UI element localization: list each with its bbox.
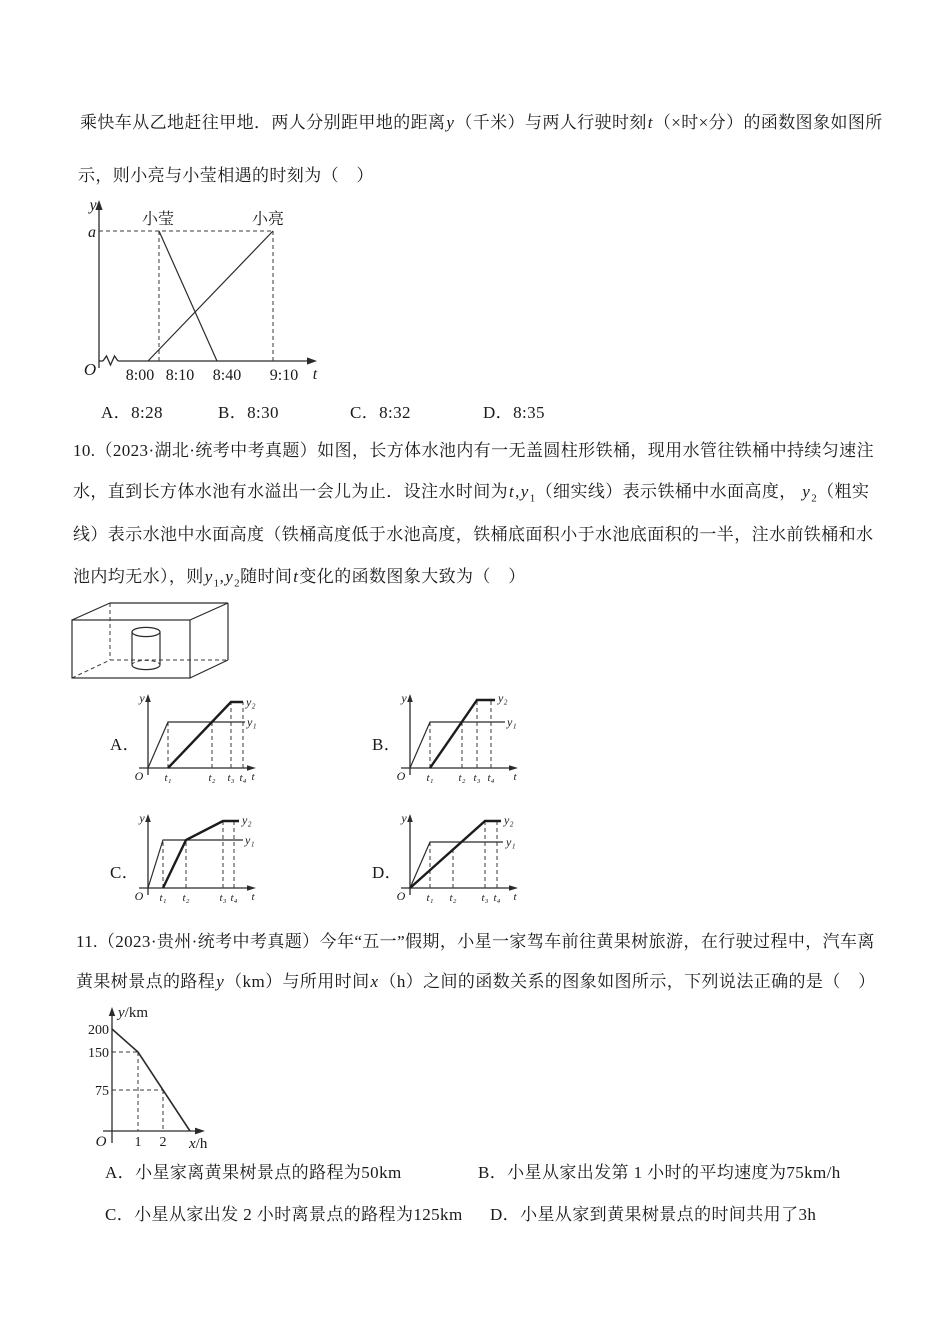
distance-curve xyxy=(112,1029,190,1131)
x-axis-arrow xyxy=(195,1128,205,1135)
q11-option-a: A．小星家离黄果树景点的路程为50km xyxy=(105,1163,402,1182)
svg-text:t₄: t₄ xyxy=(239,772,247,784)
q10-pool-figure xyxy=(62,598,237,684)
tick-810: 8:10 xyxy=(165,367,195,384)
y-axis-label: y xyxy=(89,197,97,214)
svg-text:y₂: y₂ xyxy=(246,695,256,709)
svg-text:y: y xyxy=(401,811,407,825)
svg-text:t₂: t₂ xyxy=(458,772,466,784)
svg-text:t₃: t₃ xyxy=(227,772,235,784)
svg-text:t₄: t₄ xyxy=(493,892,501,904)
q10-graph-d xyxy=(395,808,520,906)
xtick-2: 2 xyxy=(159,1135,167,1150)
q9-text-line-1: 乘快车从乙地赶往甲地．两人分别距甲地的距离y（千米）与两人行驶时刻t（×时×分）的函数图象如图所 xyxy=(80,113,883,132)
q9-option-c: C．8:32 xyxy=(350,403,411,422)
origin-label: O xyxy=(95,1134,107,1150)
svg-text:t₃: t₃ xyxy=(481,892,489,904)
svg-text:O: O xyxy=(134,769,144,783)
pool-bottom-right-edge xyxy=(190,660,228,678)
q11-text-line-2: 黄果树景点的路程y（km）与所用时间x（h）之间的函数关系的图象如图所示，下列说法正确的是（ ） xyxy=(76,972,876,991)
q9-option-b: B．8:30 xyxy=(218,403,279,422)
svg-text:O: O xyxy=(134,889,144,903)
q10-text-line-4: 池内均无水），则$y_1,y_2$随时间t变化的函数图象大致为（ ） xyxy=(73,567,526,590)
svg-text:t: t xyxy=(251,891,255,903)
q9-text-line-2: 示，则小亮与小莹相遇的时刻为（ ） xyxy=(78,166,374,185)
q10-text-line-3: 线）表示水池中水面高度（铁桶高度低于水池高度，铁桶底面积小于水池底面积的一半，注水前铁桶和水 xyxy=(73,525,874,544)
y2-curve xyxy=(168,702,243,768)
svg-text:y₁: y₁ xyxy=(247,715,257,729)
xiaoliang-line xyxy=(148,231,273,361)
q10-graph-b xyxy=(395,688,520,786)
svg-text:y: y xyxy=(139,691,145,705)
svg-text:t₄: t₄ xyxy=(487,772,495,784)
q10-letter-a: A． xyxy=(110,735,141,754)
bucket-bottom-back-arc xyxy=(132,660,160,665)
pool-top-left-edge xyxy=(72,603,110,620)
svg-text:y₂: y₂ xyxy=(504,813,514,827)
q10-graph-c xyxy=(133,808,258,906)
svg-text:t₃: t₃ xyxy=(473,772,481,784)
svg-text:y₂: y₂ xyxy=(242,813,252,827)
x-axis-arrow xyxy=(247,765,256,771)
svg-text:t₃: t₃ xyxy=(219,892,227,904)
tick-840: 8:40 xyxy=(212,367,242,384)
y1-curve xyxy=(148,840,243,888)
svg-text:t₁: t₁ xyxy=(426,892,434,904)
svg-text:t: t xyxy=(251,771,255,783)
bucket-top-ellipse xyxy=(132,627,160,636)
q11-option-c: C．小星从家出发 2 小时离景点的路程为125km xyxy=(105,1205,463,1224)
svg-text:t₂: t₂ xyxy=(449,892,457,904)
y1-curve xyxy=(148,722,245,768)
q11-distance-graph xyxy=(85,1003,300,1160)
xiaoliang-label: 小亮 xyxy=(251,211,285,228)
q10-letter-b: B． xyxy=(372,735,402,754)
xiaoying-label: 小莹 xyxy=(141,211,175,228)
q9-travel-graph xyxy=(84,198,336,390)
svg-text:y: y xyxy=(139,811,145,825)
svg-text:t₂: t₂ xyxy=(182,892,190,904)
q11-option-d: D．小星从家到黄果树景点的时间共用了3h xyxy=(490,1205,817,1224)
t-axis-label: t xyxy=(312,366,318,383)
q10-graph-a xyxy=(133,688,258,786)
svg-text:t₁: t₁ xyxy=(159,892,167,904)
pool-front-face xyxy=(72,620,190,678)
q10-text-line-1: 10.（2023·湖北·统考中考真题）如图，长方体水池内有一无盖圆柱形铁桶，现用水管往铁桶中持续匀速注 xyxy=(73,441,874,460)
svg-text:y₁: y₁ xyxy=(245,833,255,847)
hidden-left-bottom-edge xyxy=(72,660,110,678)
a-label: a xyxy=(88,224,96,241)
svg-text:x/h: x/h xyxy=(189,1136,208,1152)
q11-option-b: B．小星从家出发第 1 小时的平均速度为75km/h xyxy=(478,1163,841,1182)
q9-option-d: D．8:35 xyxy=(483,403,545,422)
svg-text:y₁: y₁ xyxy=(506,835,516,849)
tick-910: 9:10 xyxy=(269,367,299,384)
tick-800: 8:00 xyxy=(125,367,155,384)
bucket-bottom-front-arc xyxy=(132,665,160,670)
ytick-75: 75 xyxy=(95,1084,109,1099)
y-axis-arrow xyxy=(145,694,151,702)
q9-option-a: A．8:28 xyxy=(101,403,163,422)
y-axis-arrow xyxy=(109,1007,115,1016)
ytick-150: 150 xyxy=(88,1046,109,1061)
svg-text:t₂: t₂ xyxy=(208,772,216,784)
svg-text:y/km: y/km xyxy=(118,1005,149,1021)
svg-text:t₄: t₄ xyxy=(230,892,238,904)
svg-text:t₁: t₁ xyxy=(164,772,172,784)
svg-text:O: O xyxy=(396,889,406,903)
q11-text-line-1: 11.（2023·贵州·统考中考真题）今年“五一”假期，小星一家驾车前往黄果树旅游，在行驶过程中，汽车离 xyxy=(76,932,875,951)
y2-curve xyxy=(410,821,501,888)
q10-text-line-2: 水，直到长方体水池有水溢出一会儿为止．设注水时间为$t,y_1$（细实线）表示铁桶中水面高度， $y_2$（粗实 xyxy=(73,482,870,505)
svg-text:t: t xyxy=(513,891,517,903)
svg-text:t: t xyxy=(513,771,517,783)
xiaoying-line xyxy=(159,231,217,361)
y2-curve xyxy=(163,821,239,888)
origin-label: O xyxy=(83,360,97,379)
svg-text:y₁: y₁ xyxy=(507,715,517,729)
svg-text:t₁: t₁ xyxy=(426,772,434,784)
ytick-200: 200 xyxy=(88,1023,109,1038)
q10-letter-c: C． xyxy=(110,863,140,882)
y1-curve xyxy=(410,842,503,888)
svg-text:O: O xyxy=(396,769,406,783)
q10-letter-d: D． xyxy=(372,863,403,882)
svg-text:y: y xyxy=(401,691,407,705)
xtick-1: 1 xyxy=(134,1135,142,1150)
x-axis-arrow xyxy=(307,357,317,364)
svg-text:y₂: y₂ xyxy=(498,691,508,705)
axis-break-squiggle xyxy=(103,356,118,365)
pool-top-right-edge xyxy=(190,603,228,620)
